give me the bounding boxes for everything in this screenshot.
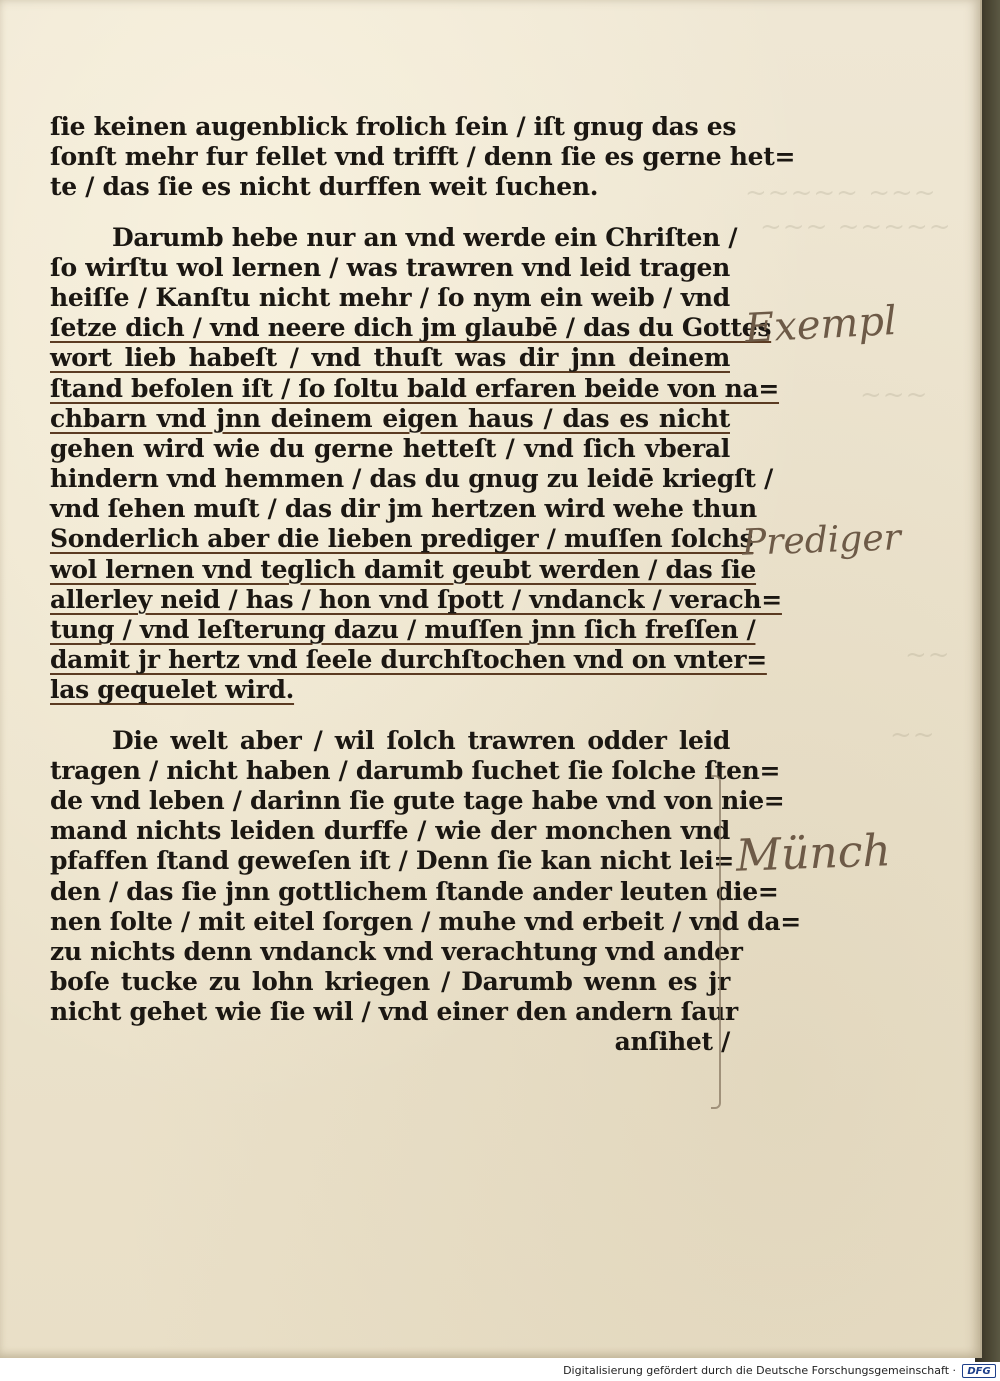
text-line: te / das ſie es nicht durffen weit ſuchen. [50,172,599,202]
text-line: gehen wird wie du gerne hetteſt / vnd ſich vberal [50,433,730,463]
text-line: vnd ſehen muſt / das dir jm hertzen wird wehe thun [50,494,757,524]
text-line: heiſſe / Kanſtu nicht mehr / ſo nym ein weib / vnd [50,282,730,312]
text-line: ſie keinen augenblick frolich ſein / iſt gnug das es [50,112,737,141]
text-line: boſe tucke zu lohn kriegen / Darumb wenn es jr [50,967,730,997]
underlined-text-line: wol lernen vnd teglich damit geubt werden / das ſie [50,554,757,584]
text-line-content: Die welt aber / wil ſolch trawren odder leid [112,725,730,755]
marginal-note-exempl: Exempl [743,298,898,352]
bleed-through-text: ~~~~~ ~~~ [745,178,937,208]
underlined-text-line: ſtand befolen iſt / ſo ſoltu bald erfaren beide von na= [50,373,780,403]
paragraph-gap [50,706,730,726]
text-line [50,222,738,253]
text-line: ſonſt mehr fur fellet vnd trifft / denn ſie es gerne het= [50,142,796,172]
underlined-text-line: las gequelet wird. [50,675,295,705]
dfg-logo: DFG [962,1364,996,1378]
underlined-text-line: Sonderlich aber die lieben prediger / muſſen ſolchs [50,524,754,554]
marginal-note-prediger: Prediger [741,517,902,564]
text-line: hindern vnd hemmen / das du gnug zu leidē kriegſt / [50,464,773,494]
bleed-through-text: ~~~ [860,380,929,410]
text-block [50,112,801,1058]
text-line-content: Darumb hebe nur an vnd werde ein Chriſten / [112,222,738,252]
text-line: nen ſolte / mit eitel ſorgen / muhe vnd erbeit / vnd da= [50,906,801,936]
paragraph-gap [50,203,730,223]
margin-bracket [711,775,721,1109]
text-line: zu nichts denn vndanck vnd verachtung vnd ander [50,936,743,966]
underlined-text-line: allerley neid / has / hon vnd ſpott / vndanck / verach= [50,584,782,614]
text-line: nicht gehet wie ſie wil / vnd einer den andern ſaur [50,997,738,1027]
text-line: pfaffen ſtand geweſen iſt / Denn ſie kan nicht lei= [50,846,735,876]
footer-credit: Digitalisierung gefördert durch die Deutsche Forschungsgemeinschaft · [563,1364,956,1377]
bleed-through-text: ~~~ ~~~~~ [760,212,952,242]
underlined-text-line: tung / vnd leſterung dazu / muſſen jnn ſich freſſen / [50,615,756,644]
underlined-text-line: wort lieb habeſt / vnd thuſt was dir jnn deinem [50,343,730,373]
catchword-line: anſihet / [614,1027,730,1057]
text-line: tragen / nicht haben / darumb ſuchet ſie ſolche ſten= [50,755,781,785]
marginal-note-munch: Münch [735,825,892,882]
text-line: den / das ſie jnn gottlichem ſtande ander leuten die= [50,876,779,906]
underlined-text-line: damit jr hertz vnd ſeele durchſtochen vnd on vnter= [50,645,767,675]
underlined-text-line: chbarn vnd jnn deinem eigen haus / das es nicht [50,403,730,433]
text-line: de vnd leben / darinn ſie gute tage habe vnd von nie= [50,785,785,815]
bleed-through-text: ~~ [890,720,936,750]
underlined-text-line: ſetze dich / vnd neere dich jm glaubē / das du Gottes [50,313,772,343]
text-line [50,726,730,756]
text-line: mand nichts leiden durffe / wie der monchen vnd [50,816,730,846]
bleed-through-text: ~~ [905,640,951,670]
text-line: ſo wirſtu wol lernen / was trawren vnd leid tragen [50,252,730,282]
